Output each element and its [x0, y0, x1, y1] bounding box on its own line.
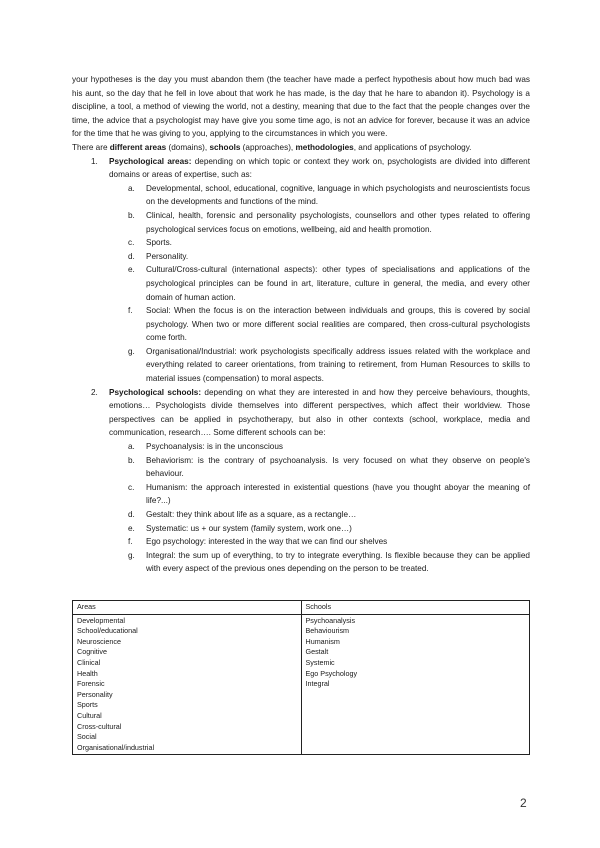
table-header-row [73, 601, 530, 615]
list-item: b. Behaviorism: is the contrary of psychoanalysis. Is very focused on what they observe on people's behaviour. [128, 455, 530, 479]
keyword-methodologies: methodologies [295, 142, 354, 152]
list-item: b. Clinical, health, forensic and personality psychologists, counsellors and other types related to offering psychological services focus on emotions, wellbeing, aid and health promotion. [128, 210, 530, 234]
list-item: a. Developmental, school, educational, cognitive, language in which psychologists and neuroscientists focus on the developments and functions of the mind. [128, 183, 530, 207]
area-item: Social [77, 732, 97, 742]
paragraph-overview [72, 141, 530, 155]
overview-text-4: , and applications of psychology. [353, 142, 472, 152]
area-item: Neuroscience [77, 636, 121, 646]
list-item: d. Gestalt: they think about life as a square, as a rectangle… [128, 510, 357, 519]
schools-cell [301, 614, 530, 755]
list-marker: 2. [91, 387, 98, 397]
list-item: e. Systematic: us + our system (family system, work one…) [128, 523, 352, 533]
table-header-schools: Schools [301, 601, 530, 615]
schools-heading: Psychological schools: depending on what they are interested in and how they perceive behaviours, thoughts, emotions… Psychologists divide themselves into different perspectives, which affect their worldview. Those perspectives can be applied in psychotherapy, but also in other contexts (school, workplace, media and communication, research…. Some different schools can be: [109, 387, 530, 438]
schools-sublist [109, 440, 530, 576]
overview-text-3: (approaches), [240, 142, 296, 152]
school-item: Integral [305, 679, 330, 689]
area-item: Cultural [77, 710, 102, 720]
school-item: Ego Psychology [305, 668, 358, 678]
list-item: e. Cultural/Cross-cultural (international aspects): other types of specialisations and applications of the psychological principles can be found in art, literature, culture in general, the media, and every other domain of human action. [128, 265, 530, 302]
area-item: Sports [77, 700, 98, 710]
area-item: Personality [77, 689, 113, 699]
list-item: c. Sports. [128, 238, 172, 248]
area-item: Clinical [77, 657, 101, 667]
paragraph-intro: your hypotheses is the day you must abandon them (the teacher have made a perfect hypothesis about how much bad was his aunt, so the day that he fell in love about that work he has made, is the day that he hare to abandon it). Psychology is a discipline, a tool, a method of viewing the world, not a destiny, meaning that due to the fact that the people changes over the time, the advice that a psychologist may have give you some time ago, is not an advice for forever, because it was an advice for the time that he was giving to you, applying to the circumstances in which you were. [72, 75, 530, 139]
area-item: Forensic [77, 679, 105, 689]
school-item: Psychoanalysis [305, 615, 356, 625]
area-item: Organisational/industrial [77, 742, 155, 752]
table-header-areas: Areas [73, 601, 302, 615]
area-item: Cognitive [77, 647, 107, 657]
list-item: g. Integral: the sum up of everything, to try to integrate everything. Is flexible because they can be applied with every aspect of the previous ones depending on the person to be treated. [128, 550, 530, 574]
area-item: Developmental [77, 615, 125, 625]
area-item: School/educational [77, 626, 138, 636]
list-item: d. Personality. [128, 251, 189, 261]
list-item: g. Organisational/Industrial: work psychologists specifically address issues related with the workplace and everything related to career orientations, from training to retirement, from Human Resources to skills to material issues (compensation) to moral aspects. [128, 346, 530, 384]
body-text [72, 73, 530, 576]
main-list [72, 155, 530, 576]
areas-cell [73, 614, 302, 755]
school-item: Behaviourism [305, 626, 350, 636]
areas-sublist [109, 182, 530, 386]
school-item: Systemic [305, 657, 335, 667]
list-item-schools [72, 386, 530, 576]
list-item: f. Ego psychology: interested in the way that we can find our shelves [128, 537, 388, 547]
list-item: f. Social: When the focus is on the interaction between individuals and groups, this is covered by social psychology. When two or more different social realities are compared, then cross-cultural psychologists come forth. [128, 306, 530, 343]
keyword-schools: schools [209, 142, 241, 152]
areas-schools-table [72, 600, 530, 755]
school-item: Humanism [305, 636, 340, 646]
table-row [73, 614, 530, 755]
list-marker: 1. [91, 156, 98, 166]
area-item: Cross-cultural [77, 721, 122, 731]
areas-heading: Psychological areas: depending on which topic or context they work on, psychologists are divided into different domains or areas of expertise, such as: [109, 156, 530, 180]
school-item: Gestalt [305, 647, 329, 657]
page-number: 2 [520, 796, 527, 810]
overview-text-2: (domains), [166, 142, 210, 152]
list-item: a. Psychoanalysis: is in the unconscious [128, 442, 283, 452]
list-item: c. Humanism: the approach interested in existential questions (have you thought aboyar the meaning of life?...) [128, 482, 530, 506]
area-item: Health [77, 668, 98, 678]
keyword-different-areas: different areas [109, 142, 167, 152]
overview-text-1: There are [72, 142, 110, 152]
list-item-areas [72, 155, 530, 386]
